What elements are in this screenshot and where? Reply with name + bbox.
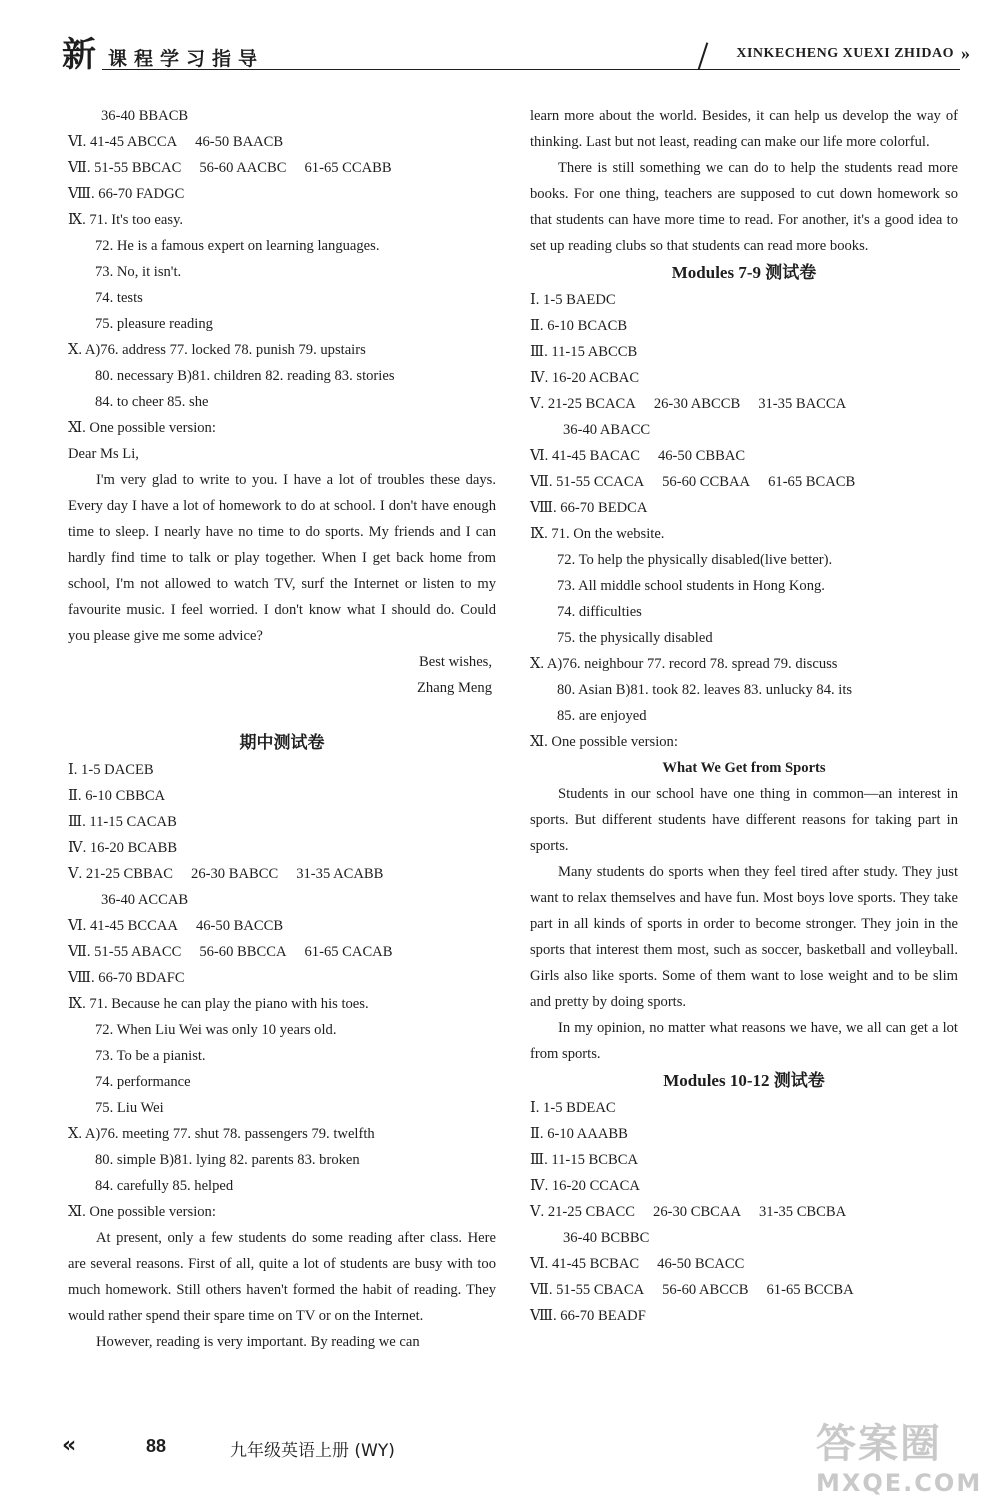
answer-line: Ⅰ. 1-5 BDEAC [530,1100,616,1116]
answer-line: 73. No, it isn't. [95,264,182,280]
answer-line: Ⅹ. A)76. address 77. locked 78. punish 79. upstairs [68,342,366,358]
answer-line: Ⅷ. 66-70 BEDCA [530,500,648,516]
answer-line: Ⅰ. 1-5 DACEB [68,762,154,778]
answer-line: 84. to cheer 85. she [95,394,209,410]
answer-line: 80. simple B)81. lying 82. parents 83. broken [95,1152,360,1168]
answer-line: Ⅳ. 16-20 BCABB [68,840,178,856]
answer-line: Ⅸ. 71. It's too easy. [68,212,184,228]
essay-paragraph: At present, only a few students do some reading after class. Here are several reasons. First of all, quite a lot of students are busy with too much homework. Still others haven't formed the habit of reading. They would rather spend their spare time on TV or on the Internet. [68,1230,496,1324]
answer-line: 75. the physically disabled [557,630,713,646]
answer-line: 72. He is a famous expert on learning languages. [95,238,380,254]
answer-line: Ⅳ. 16-20 CCACA [530,1178,640,1194]
page-number: 88 [146,1436,167,1456]
answer-line: 85. are enjoyed [557,708,647,724]
answer-line: Ⅱ. 6-10 CBBCA [68,788,166,804]
answer-line: 74. performance [95,1074,191,1090]
answer-line: Ⅵ. 41-45 BACAC 46-50 CBBAC [530,448,746,464]
answer-line: Ⅲ. 11-15 BCBCA [530,1152,638,1168]
answer-line: Ⅱ. 6-10 AAABB [530,1126,628,1142]
answer-line: Ⅴ. 21-25 CBBAC 26-30 BABCC 31-35 ACABB [68,866,384,882]
answer-line: Ⅱ. 6-10 BCACB [530,318,628,334]
watermark-text: 答案圈 [816,1421,942,1467]
answer-line: 36-40 BBACB [101,108,189,124]
answer-line: 75. pleasure reading [95,316,213,332]
answer-line: Ⅴ. 21-25 BCACA 26-30 ABCCB 31-35 BACCA [530,396,847,412]
answer-line: 80. necessary B)81. children 82. reading 83. stories [95,368,395,384]
essay-title: What We Get from Sports [662,760,826,776]
right-column [530,103,958,1329]
answer-line: Ⅹ. A)76. meeting 77. shut 78. passengers 79. twelfth [68,1126,375,1142]
chevron-left-icon: « [62,1433,77,1458]
header-divider [698,42,709,69]
answer-line: 75. Liu Wei [95,1100,164,1116]
letter-closing: Best wishes, [419,654,492,670]
answer-line: Ⅲ. 11-15 ABCCB [530,344,638,360]
section-title-modules-10-12: Modules 10-12 测试卷 [663,1071,825,1090]
answer-line: Ⅷ. 66-70 BEADF [530,1308,646,1324]
section-title-midterm: 期中测试卷 [239,733,325,752]
answer-line: Ⅳ. 16-20 ACBAC [530,370,640,386]
header-pinyin: XINKECHENG XUEXI ZHIDAO [736,46,954,61]
answer-line: Ⅸ. 71. Because he can play the piano with his toes. [68,996,369,1012]
answer-line: 73. To be a pianist. [95,1048,206,1064]
answer-line: 74. difficulties [557,604,642,620]
answer-line: Ⅵ. 41-45 BCBAC 46-50 BCACC [530,1256,745,1272]
essay-paragraph: Many students do sports when they feel tired after study. They just want to relax themselves and have fun. Most boys love sports. They take part in all kinds of sports in order to become stronger. They join in the sports that interest them most, such as soccer, basketball and volleyball. Girls also like sports. Some of them want to lose weight and to be slim and pretty by doing sports. [530,864,958,1010]
book-title: 九年级英语上册 (WY) [230,1441,395,1461]
essay-paragraph: However, reading is very important. By reading we can [96,1334,420,1350]
answer-line: Ⅴ. 21-25 CBACC 26-30 CBCAA 31-35 CBCBA [530,1204,847,1220]
answer-line: Ⅵ. 41-45 ABCCA 46-50 BAACB [68,134,284,150]
watermark-url: MXQE.COM [816,1469,983,1497]
answer-line: 36-40 ABACC [563,422,651,438]
answer-line: Ⅵ. 41-45 BCCAA 46-50 BACCB [68,918,284,934]
answer-line: Ⅺ. One possible version: [530,734,678,750]
answer-line: Ⅶ. 51-55 CCACA 56-60 CCBAA 61-65 BCACB [530,474,856,490]
answer-line: 80. Asian B)81. took 82. leaves 83. unlucky 84. its [557,682,853,698]
essay-paragraph: There is still something we can do to help the students read more books. For one thing, teachers are supposed to cut down homework so that students can have more time to read. For another, it's a good idea to set up reading clubs so that students can read more books. [530,160,958,254]
header-title: 课程学习指导 [108,48,265,70]
answer-line: Ⅲ. 11-15 CACAB [68,814,177,830]
answer-line: Ⅺ. One possible version: [68,420,216,436]
header-rule [102,69,960,70]
essay-paragraph: Students in our school have one thing in common—an interest in sports. But different students have different reasons for taking part in sports. [530,786,958,854]
answer-line: Ⅷ. 66-70 FADGC [68,186,185,202]
letter-signature: Zhang Meng [417,680,492,696]
answer-line: Ⅶ. 51-55 ABACC 56-60 BBCCA 61-65 CACAB [68,944,393,960]
answer-line: 73. All middle school students in Hong Kong. [557,578,825,594]
answer-line: Ⅹ. A)76. neighbour 77. record 78. spread 79. discuss [530,656,838,672]
watermark [816,1412,986,1502]
answer-line: 72. To help the physically disabled(live better). [557,552,833,568]
answer-line: 84. carefully 85. helped [95,1178,234,1194]
answer-line: Ⅶ. 51-55 BBCAC 56-60 AACBC 61-65 CCABB [68,160,392,176]
left-column [68,103,496,1355]
chevron-right-icon: » [961,43,970,63]
answer-line: Ⅶ. 51-55 CBACA 56-60 ABCCB 61-65 BCCBA [530,1282,854,1298]
answer-line: Ⅰ. 1-5 BAEDC [530,292,616,308]
answer-line: Ⅷ. 66-70 BDAFC [68,970,185,986]
essay-paragraph: In my opinion, no matter what reasons we have, we all can get a lot from sports. [530,1020,958,1062]
answer-line: 36-40 ACCAB [101,892,189,908]
page-header [62,34,970,78]
section-title-modules-7-9: Modules 7-9 测试卷 [671,263,817,282]
answer-line: Ⅺ. One possible version: [68,1204,216,1220]
answer-line: 72. When Liu Wei was only 10 years old. [95,1022,337,1038]
answer-line: Ⅸ. 71. On the website. [530,526,665,542]
brand-glyph: 新 [62,35,96,75]
answer-line: 36-40 BCBBC [563,1230,650,1246]
essay-paragraph: learn more about the world. Besides, it can help us develop the way of thinking. Last but not least, reading can make our life more colorful. [530,108,958,150]
letter-body: I'm very glad to write to you. I have a lot of troubles these days. Every day I have a lot of homework to do at school. I don't have enough time to sleep. I nearly have no time to do sports. My friends and I can hardly find time to talk or play together. When I get back home from school, I'm not allowed to watch TV, surf the Internet or listen to my favourite music. I feel worried. I don't know what I should do. Could you please give me some advice? [68,472,496,644]
answer-line: 74. tests [95,290,143,306]
letter-salutation: Dear Ms Li, [68,446,139,462]
